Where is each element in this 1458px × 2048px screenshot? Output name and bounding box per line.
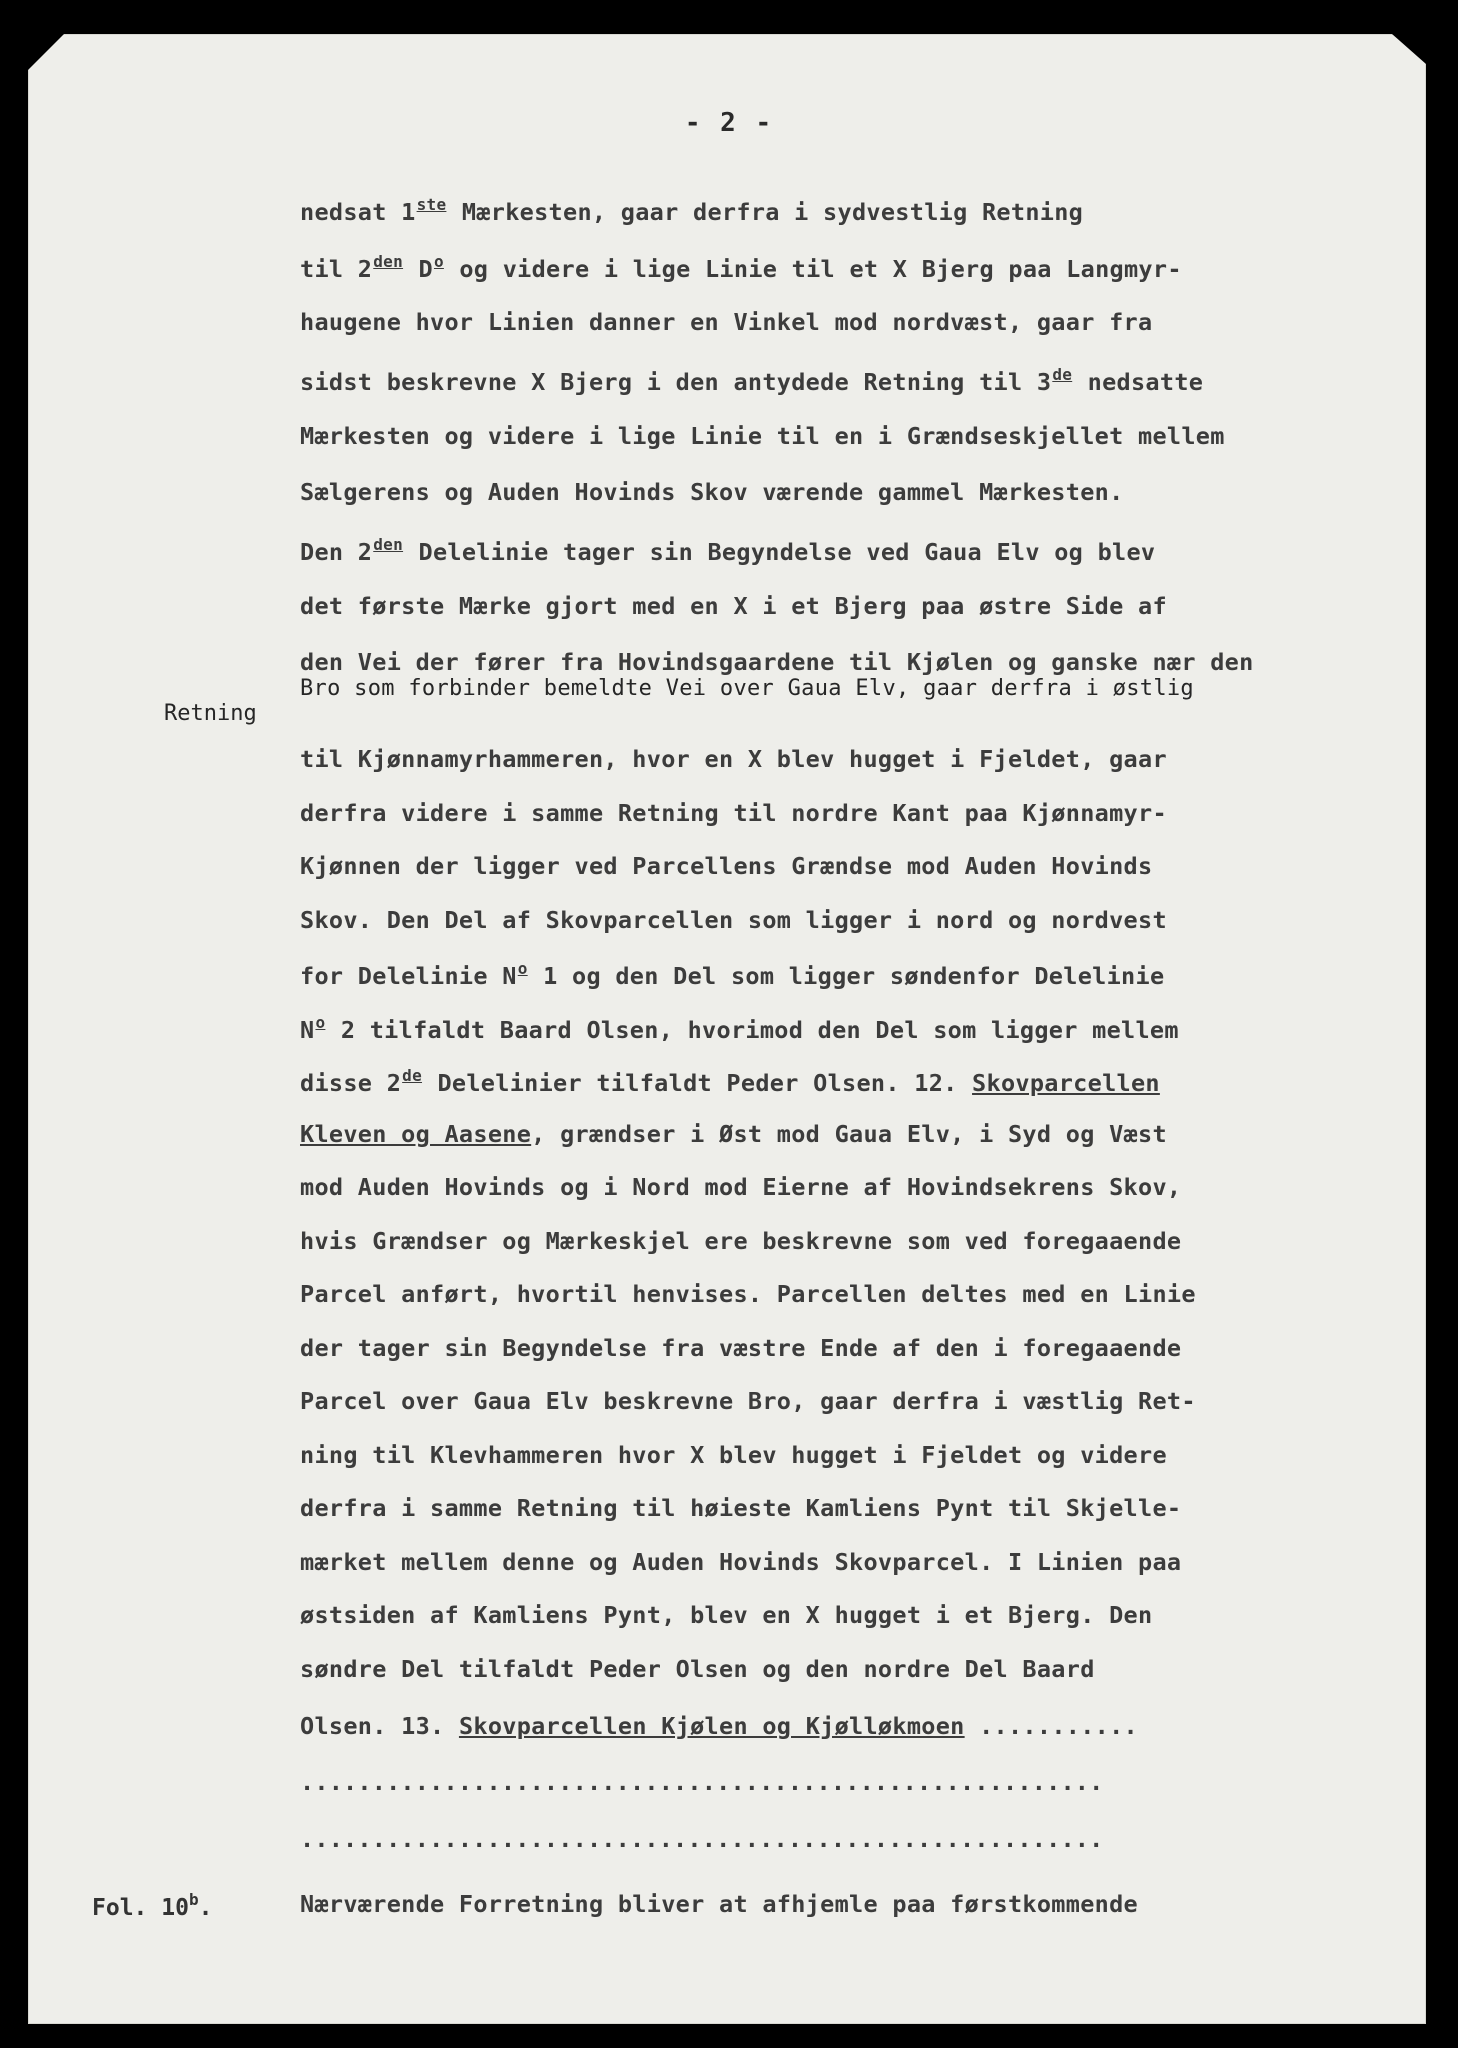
text-line: derfra videre i samme Retning til nordre Kant paa Kjønnamyr- [300,799,1167,827]
text-line: mærket mellem denne og Auden Hovinds Skovparcel. I Linien paa [300,1548,1182,1576]
text-line: Parcel over Gaua Elv beskrevne Bro, gaar derfra i væstlig Ret- [300,1387,1196,1415]
text-line: disse 2de Delelinier tilfaldt Peder Olsen. 12. Skovparcellen [300,1066,1160,1097]
text-line: mod Auden Hovinds og i Nord mod Eierne af Hovindsekrens Skov, [300,1173,1182,1201]
text-line: der tager sin Begyndelse fra væstre Ende af den i foregaaende [300,1334,1182,1362]
text-line: haugene hvor Linien danner en Vinkel mod nordvæst, gaar fra [300,308,1153,336]
page-number: - 2 - [684,108,774,138]
margin-note-retning: Retning [164,701,257,726]
text-line: østsiden af Kamliens Pynt, blev en X hugget i et Bjerg. Den [300,1601,1153,1629]
margin-note-folio: Fol. 10$^b$. [92,1890,213,1921]
text-line: nedsat 1ste Mærkesten, gaar derfra i sydvestlig Retning [300,195,1084,226]
text-line: ........................................................ [300,1825,1104,1853]
page-corner-fold [28,34,64,70]
text-line: til Kjønnamyrhammeren, hvor en X blev hugget i Fjeldet, gaar [300,745,1167,773]
final-text-line: Nærværende Forretning bliver at afhjemle paa førstkommende [300,1890,1138,1918]
text-line: for Delelinie $N^o$ 1 og den Del som ligger søndenfor Delelinie [300,959,1165,990]
text-line: Sælgerens og Auden Hovinds Skov værende gammel Mærkesten. [300,478,1124,506]
text-line: Mærkesten og videre i lige Linie til en i Grændseskjellet mellem [300,422,1225,450]
text-line: den Vei der fører fra Hovindsgaardene til Kjølen og ganske nær den [300,648,1254,676]
text-line: sidst beskrevne X Bjerg i den antydede Retning til 3de nedsatte [300,365,1204,396]
text-line: derfra i samme Retning til høieste Kamliens Pynt til Skjelle- [300,1494,1182,1522]
text-line: det første Mærke gjort med en X i et Bjerg paa østre Side af [300,592,1167,620]
text-line: hvis Grændser og Mærkeskjel ere beskrevne som ved foregaaende [300,1227,1182,1255]
text-line: til $2^{den}$ $D^o$ og videre i lige Linie til et X Bjerg paa Langmyr- [300,252,1182,283]
inserted-text-line: Bro som forbinder bemeldte Vei over Gaua Elv, gaar derfra i østlig [300,676,1194,701]
text-line: Parcel anført, hvortil henvises. Parcellen deltes med en Linie [300,1280,1196,1308]
text-line: ning til Klevhammeren hvor X blev hugget i Fjeldet og videre [300,1441,1167,1469]
text-line: Kleven og Aasene, grændser i Øst mod Gaua Elv, i Syd og Væst [300,1120,1167,1148]
text-line: søndre Del tilfaldt Peder Olsen og den nordre Del Baard [300,1655,1095,1683]
text-line: ........................................................ [300,1768,1104,1796]
text-line: $N^o$ 2 tilfaldt Baard Olsen, hvorimod den Del som ligger mellem [300,1013,1179,1044]
text-line: Olsen. 13. Skovparcellen Kjølen og Kjølløkmoen ........... [300,1712,1139,1740]
text-line: Skov. Den Del af Skovparcellen som ligger i nord og nordvest [300,906,1167,934]
text-line: Den $2^{den}$ Delelinie tager sin Begyndelse ved Gaua Elv og blev [300,535,1156,566]
page-corner-fold-right [1392,34,1426,64]
text-line: Kjønnen der ligger ved Parcellens Grændse mod Auden Hovinds [300,852,1153,880]
